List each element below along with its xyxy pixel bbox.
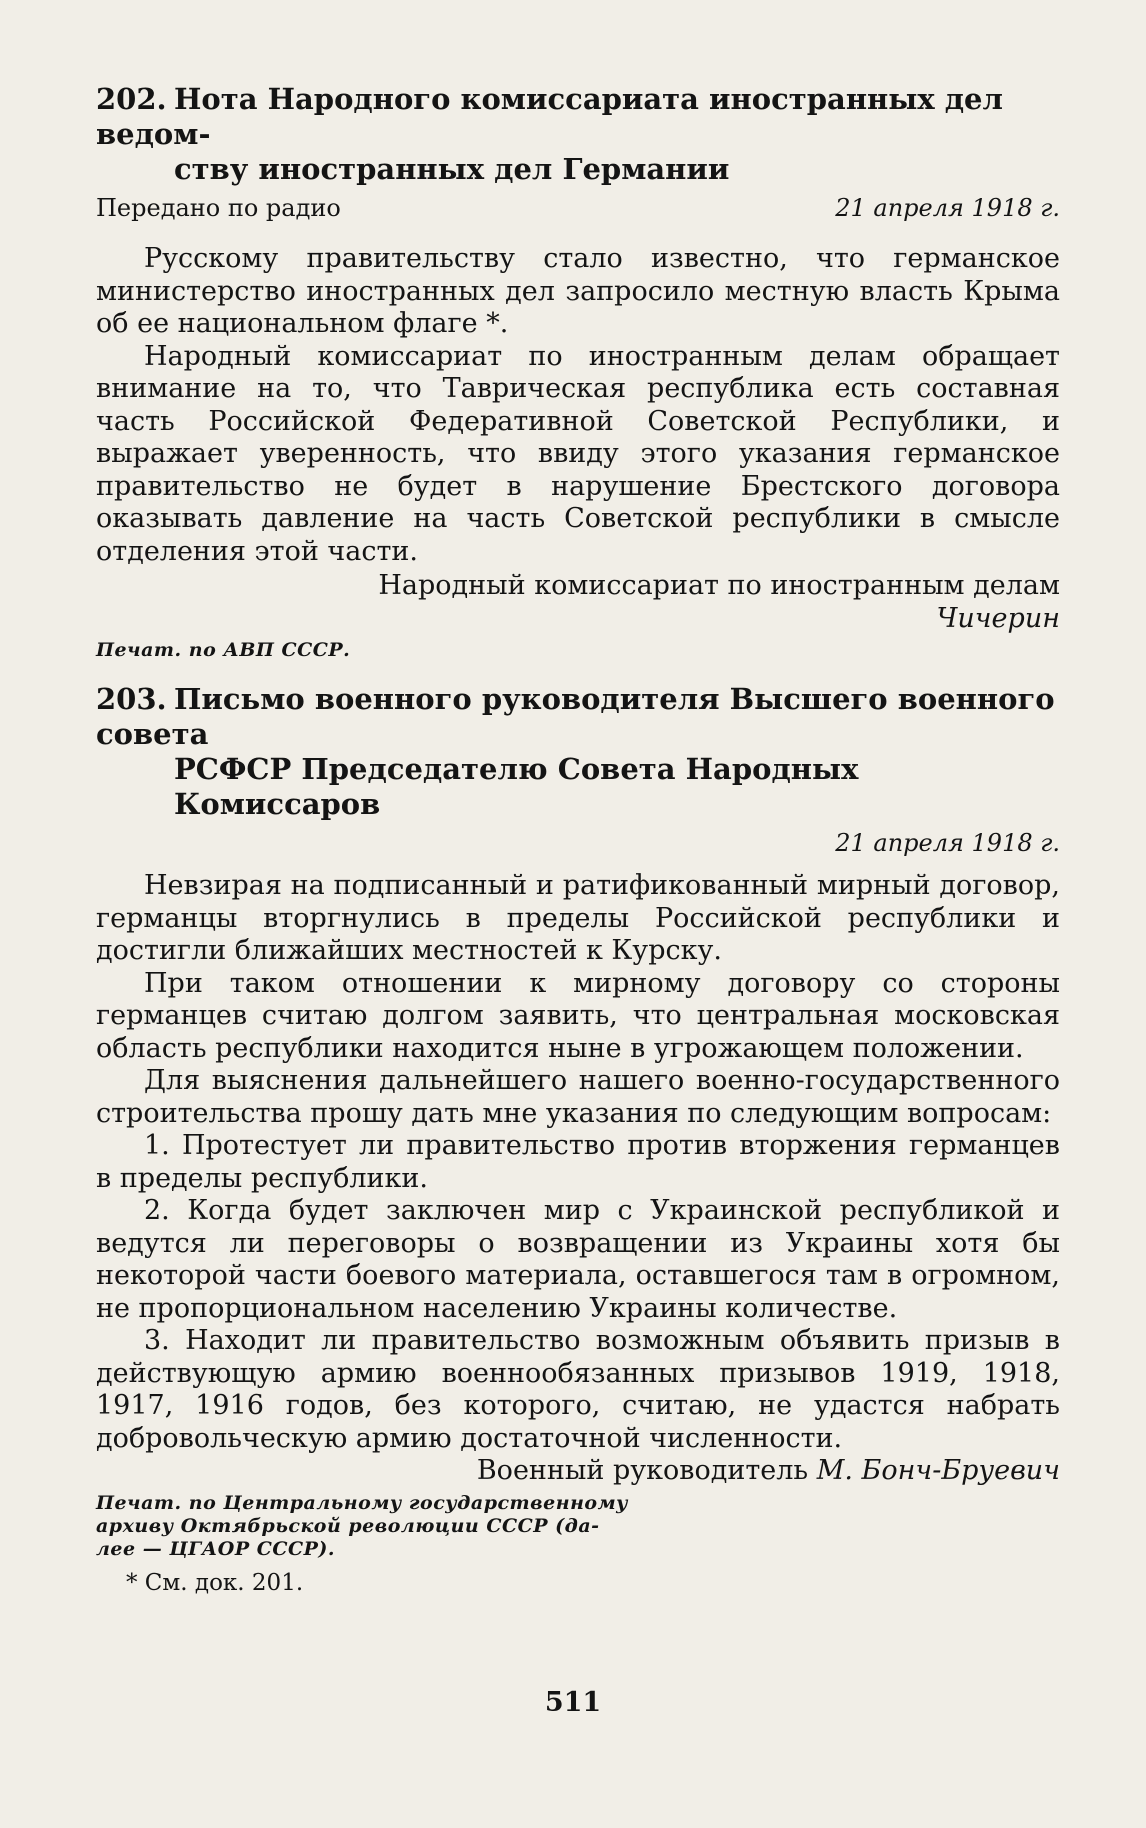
document-title [96,82,1060,187]
document-page [96,82,1060,1597]
source-note [96,1492,1060,1561]
document-date: 21 апреля 1918 г. [835,194,1060,222]
title-line: ству иностранных дел Германии [174,152,730,186]
footnote: * См. док. 201. [126,1569,304,1596]
signature [96,1455,1060,1488]
paragraph: При таком отношении к мирному договору со стороны германцев считаю долгом заявить, что центральная московская область республики находится ныне в угрожающем положении. [96,967,1060,1064]
list-item: 2. Когда будет заключен мир с Украинской республикой и ведутся ли переговоры о возвращении из Украины хотя бы некоторой части боевого материала, оставшегося там в огромном, не пропорциональном населению Украины количестве. [96,1195,1060,1324]
signature-name: Чичерин [936,602,1060,634]
signature-title: Военный руководитель [476,1455,809,1486]
paragraph: Невзирая на подписанный и ратификованный мирный договор, германцы вторгнулись в пределы Российской республики и достигли ближайших местностей к Курску. [96,870,1060,966]
document-date: 21 апреля 1918 г. [835,829,1060,857]
document-203 [96,682,1060,1597]
document-meta [96,828,1060,858]
title-line: Письмо военного руководителя Высшего военного совета [96,682,1055,751]
source-line: архиву Октябрьской революции СССР (да- [96,1514,600,1537]
document-number: 202. [96,82,167,116]
transmission-note: Передано по радио [96,194,341,222]
document-body [96,870,1060,1455]
document-202 [96,82,1060,662]
paragraph: Русскому правительству стало известно, что германское министерство иностранных дел запросило местную власть Крыма об ее национальном флаге *. [96,243,1060,339]
paragraph: Народный комиссариат по иностранным делам обращает внимание на то, что Таврическая республика есть составная часть Российской Федеративной Советской Республики, и выражает уверенность, что ввиду этого указания германское правительство не будет в нарушение Брестского договора оказывать давление на часть Советской республики в смысле отделения этой части. [96,340,1060,567]
source-note: Печат. по АВП СССР. [96,639,351,661]
document-body [96,243,1060,568]
document-meta [96,193,1060,223]
paragraph: Для выяснения дальнейшего нашего военно-государственного строительства прошу дать мне указания по следующим вопросам: [96,1065,1060,1129]
signature-name: М. Бонч-Бруевич [816,1455,1060,1486]
document-title [96,682,1060,822]
document-number: 203. [96,682,167,716]
source-line: лее — ЦГАОР СССР). [96,1537,335,1560]
title-line: Нота Народного комиссариата иностранных дел ведом- [96,82,1003,151]
list-item: 1. Протестует ли правительство против вторжения германцев в пределы республики. [96,1130,1060,1194]
list-item: 3. Находит ли правительство возможным объявить призыв в действующую армию военнообязанных призывов 1919, 1918, 1917, 1916 годов, без которого, считаю, не удастся набрать добровольческую армию достаточной численности. [96,1325,1060,1454]
title-line: РСФСР Председателю Совета Народных Комиссаров [174,752,859,821]
page-number: 511 [544,1687,602,1718]
source-line: Печат. по Центральному государственному [96,1491,629,1514]
signature-org: Народный комиссариат по иностранным делам [378,570,1060,601]
